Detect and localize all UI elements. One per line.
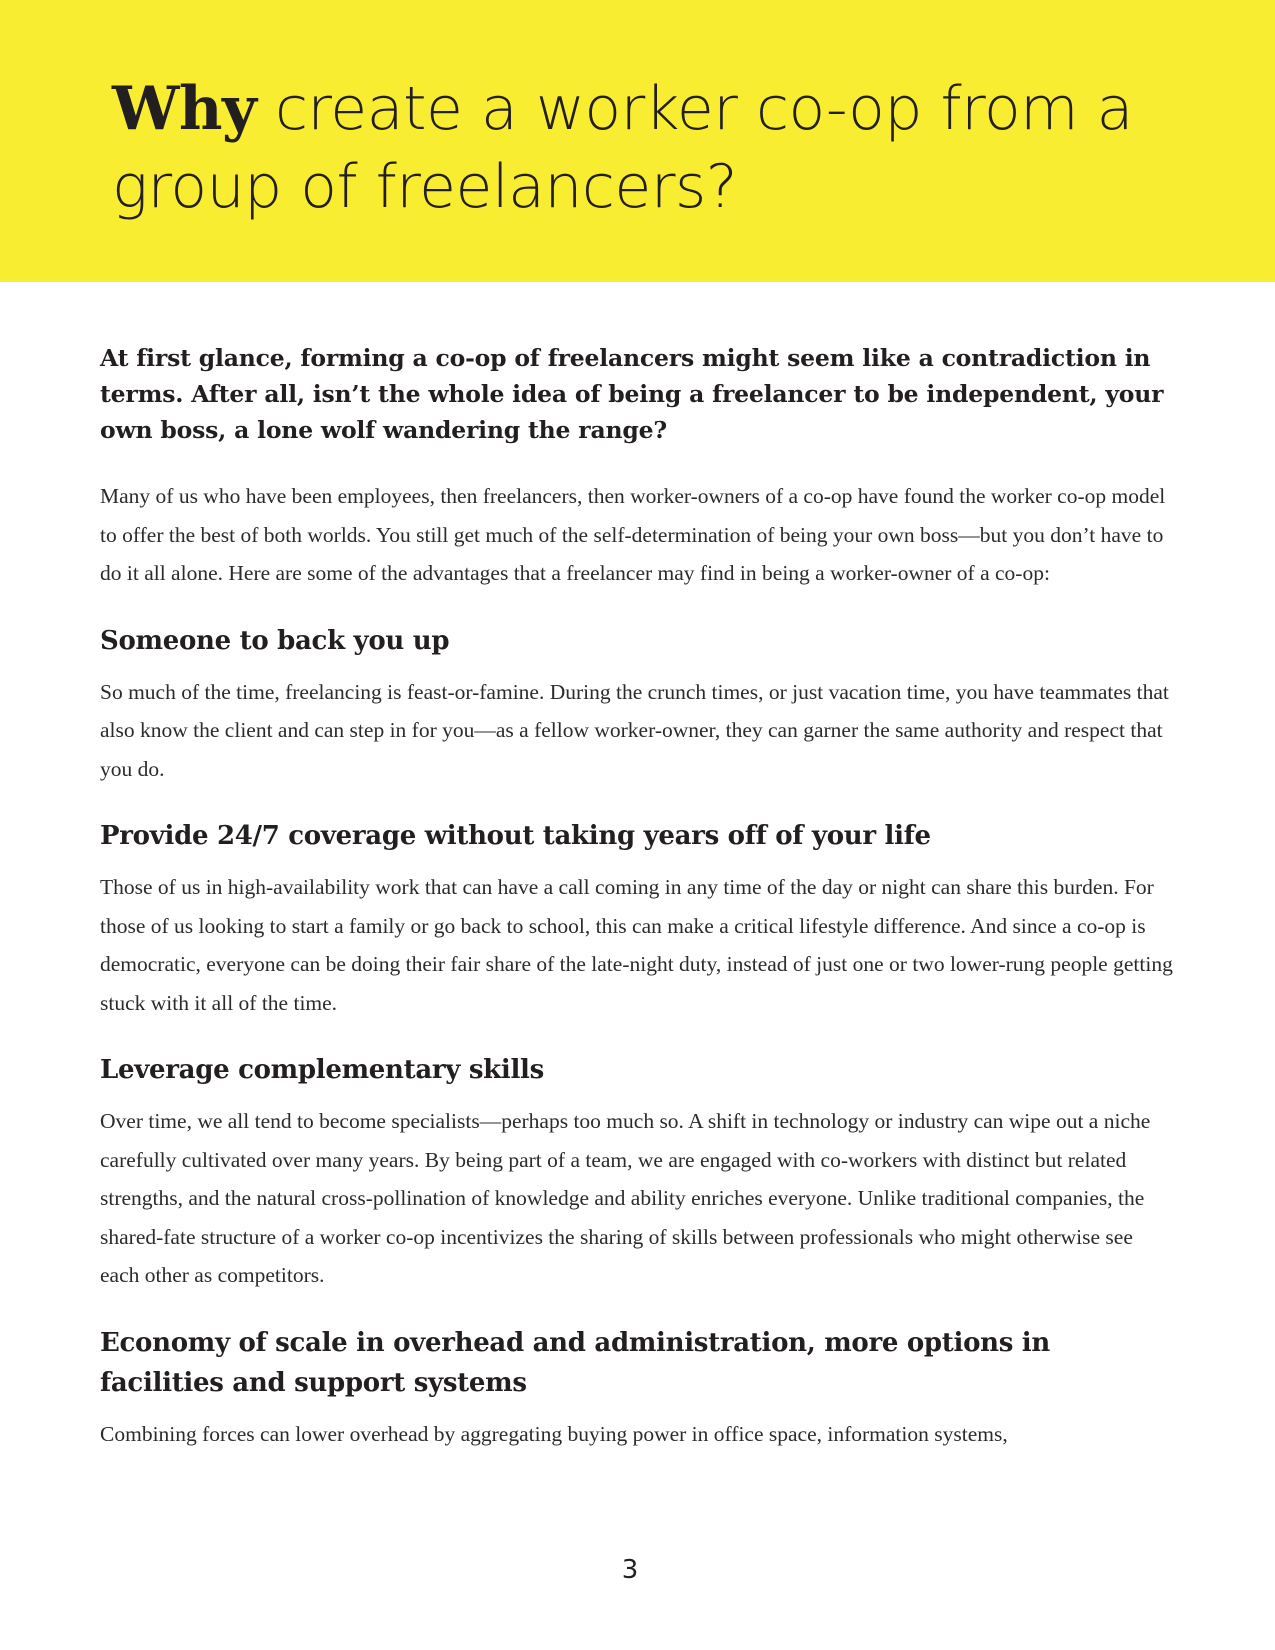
page-title-rest: create a worker co-op from a group of freelancers? bbox=[112, 74, 1133, 222]
section-heading-coverage: Provide 24/7 coverage without taking years off of your life bbox=[100, 821, 931, 851]
section-body-coverage: Those of us in high-availability work that can have a call coming in any time of the day or night can share this burden. For those of us looking to start a family or go back to school, this can make a critical lifestyle difference. And since a co-op is democratic, everyone can be doing their fair share of the late-night duty, instead of just one or two lower-rung people getting stuck with it all of the time. bbox=[100, 875, 1173, 1015]
title-banner bbox=[0, 0, 1275, 282]
page-number: 3 bbox=[621, 1555, 639, 1585]
section-body-skills: Over time, we all tend to become specialists—perhaps too much so. A shift in technology or industry can wipe out a niche carefully cultivated over many years. By being part of a team, we are engaged with co-workers with distinct but related strengths, and the natural cross-pollination of knowledge and ability enriches everyone. Unlike traditional companies, the shared-fate structure of a worker co-op incentivizes the sharing of skills between professionals who might otherwise see each other as competitors. bbox=[100, 1109, 1151, 1287]
page-title-emphasis: Why bbox=[112, 74, 257, 144]
section-body-economy: Combining forces can lower overhead by aggregating buying power in office space, information systems, bbox=[100, 1421, 1008, 1446]
section-body-backup: So much of the time, freelancing is feast-or-famine. During the crunch times, or just vacation time, you have teammates that also know the client and can step in for you—as a fellow worker-owner, they can garner the same authority and respect that you do. bbox=[100, 679, 1169, 781]
page-title bbox=[112, 70, 1212, 226]
intro-paragraph: Many of us who have been employees, then freelancers, then worker-owners of a co-op have found the worker co-op model to offer the best of both worlds. You still get much of the self-determination of being your own boss—but you don’t have to do it all alone. Here are some of the advantages that a freelancer may find in being a worker-owner of a co-op: bbox=[100, 484, 1166, 585]
section-heading-backup: Someone to back you up bbox=[100, 625, 450, 656]
section-heading-skills: Leverage complementary skills bbox=[100, 1055, 544, 1085]
intro-lead: At first glance, forming a co-op of freelancers might seem like a contradiction in terms. After all, isn’t the whole idea of being a freelancer to be independent, your own boss, a lone wolf wandering the range? bbox=[100, 344, 1164, 444]
section-heading-economy: Economy of scale in overhead and administration, more options in facilities and support systems bbox=[100, 1327, 1050, 1398]
article-body bbox=[100, 340, 1175, 1453]
